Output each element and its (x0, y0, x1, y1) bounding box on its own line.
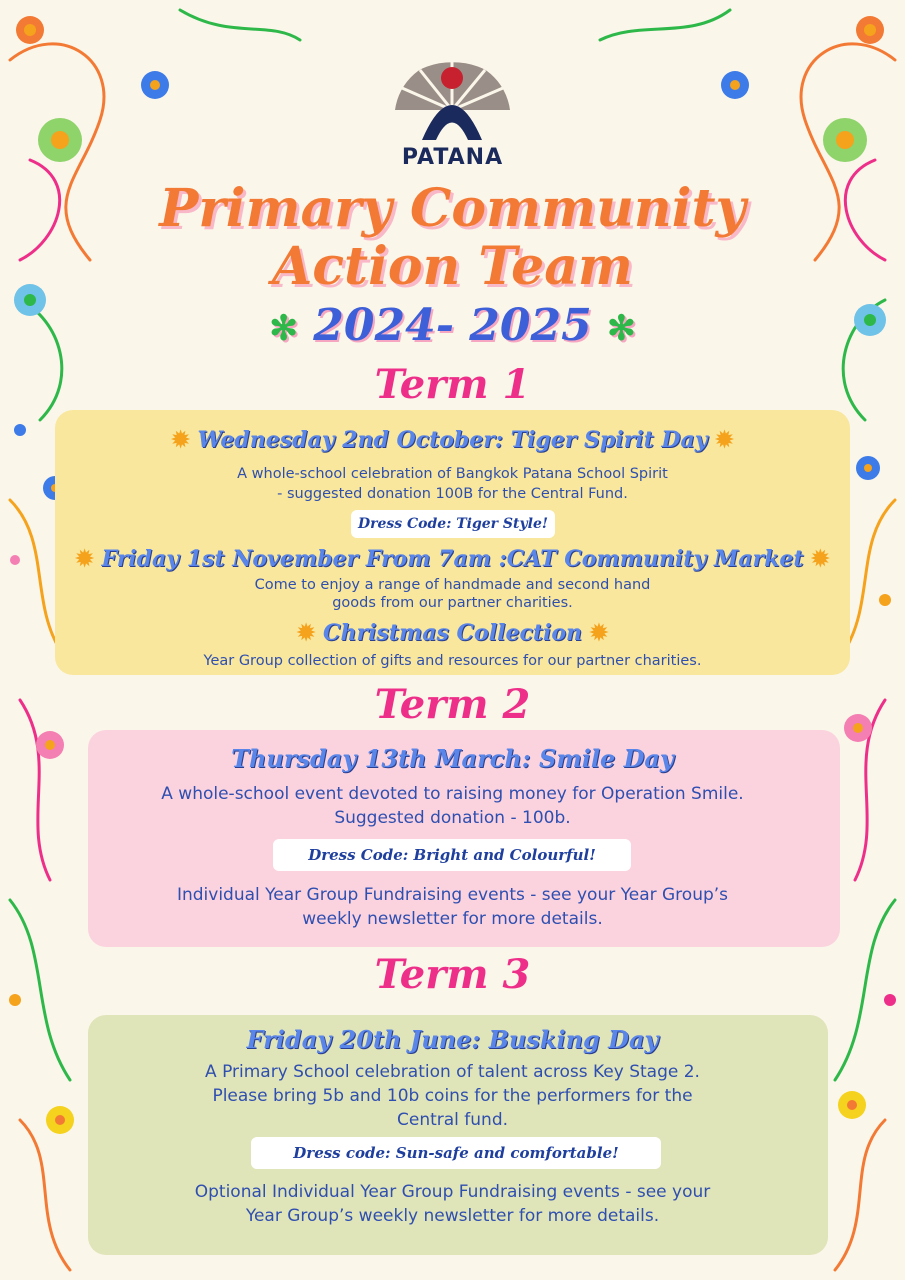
event-note: Optional Individual Year Group Fundraising events - see your (194, 1182, 711, 1202)
sun-icon: ✹ (811, 546, 830, 572)
sun-icon: ✹ (715, 427, 734, 453)
event-note: weekly newsletter for more details. (302, 909, 603, 929)
event-note: Individual Year Group Fundraising events - see your Year Group’s (176, 885, 729, 905)
event-description: A whole-school celebration of Bangkok Patana School Spirit (237, 466, 668, 482)
dress-code-badge: Dress Code: Bright and Colourful! (273, 839, 631, 871)
patana-globe-icon (390, 30, 515, 145)
dress-code-badge: Dress Code: Tiger Style! (351, 510, 555, 538)
event-tiger-spirit-day: ✹ Wednesday 2nd October: Tiger Spirit Day ✹ (171, 427, 734, 453)
event-description: Suggested donation - 100b. (334, 808, 571, 828)
sun-icon: ✹ (296, 620, 316, 646)
event-description: - suggested donation 100B for the Central Fund. (277, 486, 628, 502)
event-description: A Primary School celebration of talent across Key Stage 2. (205, 1062, 700, 1082)
event-note: Year Group’s weekly newsletter for more details. (245, 1206, 660, 1226)
patana-logo (390, 30, 520, 170)
dress-code-badge: Dress code: Sun-safe and comfortable! (251, 1137, 661, 1169)
star-icon: ✻ (269, 308, 298, 349)
years-label: 2024- 2025 (313, 300, 592, 351)
event-description: Year Group collection of gifts and resources for our partner charities. (203, 653, 702, 669)
sun-icon: ✹ (75, 546, 94, 572)
event-description: Please bring 5b and 10b coins for the performers for the (212, 1086, 693, 1106)
event-cat-community-market: ✹ Friday 1st November From 7am :CAT Community Market ✹ (75, 546, 830, 572)
sun-icon: ✹ (171, 427, 190, 453)
academic-years (200, 300, 705, 355)
sun-icon: ✹ (589, 620, 609, 646)
term-1-heading: Term 1 (374, 361, 531, 408)
star-icon: ✻ (607, 308, 636, 349)
event-smile-day: Thursday 13th March: Smile Day (231, 744, 674, 773)
event-description: goods from our partner charities. (332, 595, 573, 611)
event-description: Central fund. (396, 1110, 509, 1130)
event-christmas-collection: ✹ Christmas Collection ✹ (296, 620, 609, 646)
page-title-line-1: Primary Community (159, 178, 746, 239)
term-3-heading: Term 3 (374, 951, 531, 998)
page-title-line-2: Action Team (272, 236, 633, 297)
event-description: Come to enjoy a range of handmade and second hand (254, 577, 651, 593)
logo-text: PATANA (401, 145, 504, 170)
term-2-heading: Term 2 (374, 681, 531, 728)
event-description: A whole-school event devoted to raising money for Operation Smile. (161, 784, 744, 804)
event-busking-day: Friday 20th June: Busking Day (246, 1025, 659, 1054)
